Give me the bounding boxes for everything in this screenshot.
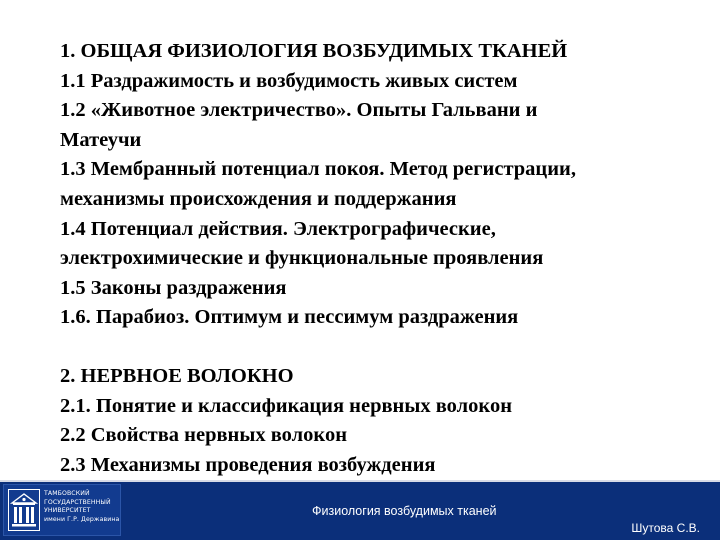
section-2-heading: 2. НЕРВНОЕ ВОЛОКНО (60, 364, 294, 387)
university-logo (3, 484, 121, 536)
topic-1-4-continued: электрохимические и функциональные проявления (60, 247, 544, 270)
topic-2-1: 2.1. Понятие и классификация нервных волокон (60, 394, 513, 417)
topic-1-5: 1.5 Законы раздражения (60, 276, 287, 299)
footer-author: Шутова С.В. (631, 521, 700, 535)
section-spacer (60, 333, 710, 362)
topic-1-3: 1.3 Мембранный потенциал покоя. Метод регистрации, (60, 158, 576, 181)
topic-2-3: 2.3 Механизмы проведения возбуждения (60, 453, 436, 476)
topic-1-4: 1.4 Потенциал действия. Электрографические, (60, 217, 496, 240)
topics-list (60, 37, 710, 480)
university-name-line: УНИВЕРСИТЕТ (44, 507, 91, 515)
university-name-line: ТАМБОВСКИЙ (44, 490, 90, 497)
university-name-line: ГОСУДАРСТВЕННЫЙ (44, 498, 111, 506)
topic-1-1: 1.1 Раздражимость и возбудимость живых систем (60, 69, 518, 92)
university-building-icon (8, 489, 40, 531)
university-name (44, 490, 120, 524)
footer-course-title: Физиология возбудимых тканей (312, 504, 497, 518)
footer-divider (0, 480, 720, 482)
university-name-line: имени Г.Р. Державина (44, 515, 120, 523)
topic-1-2: 1.2 «Животное электричество». Опыты Гальвани и (60, 99, 538, 122)
topic-1-2-continued: Матеучи (60, 128, 142, 151)
section-1-heading: 1. ОБЩАЯ ФИЗИОЛОГИЯ ВОЗБУДИМЫХ ТКАНЕЙ (60, 40, 568, 62)
topic-1-3-continued: механизмы происхождения и поддержания (60, 187, 457, 210)
topic-2-2: 2.2 Свойства нервных волокон (60, 424, 347, 447)
topic-1-6: 1.6. Парабиоз. Оптимум и пессимум раздражения (60, 306, 519, 329)
